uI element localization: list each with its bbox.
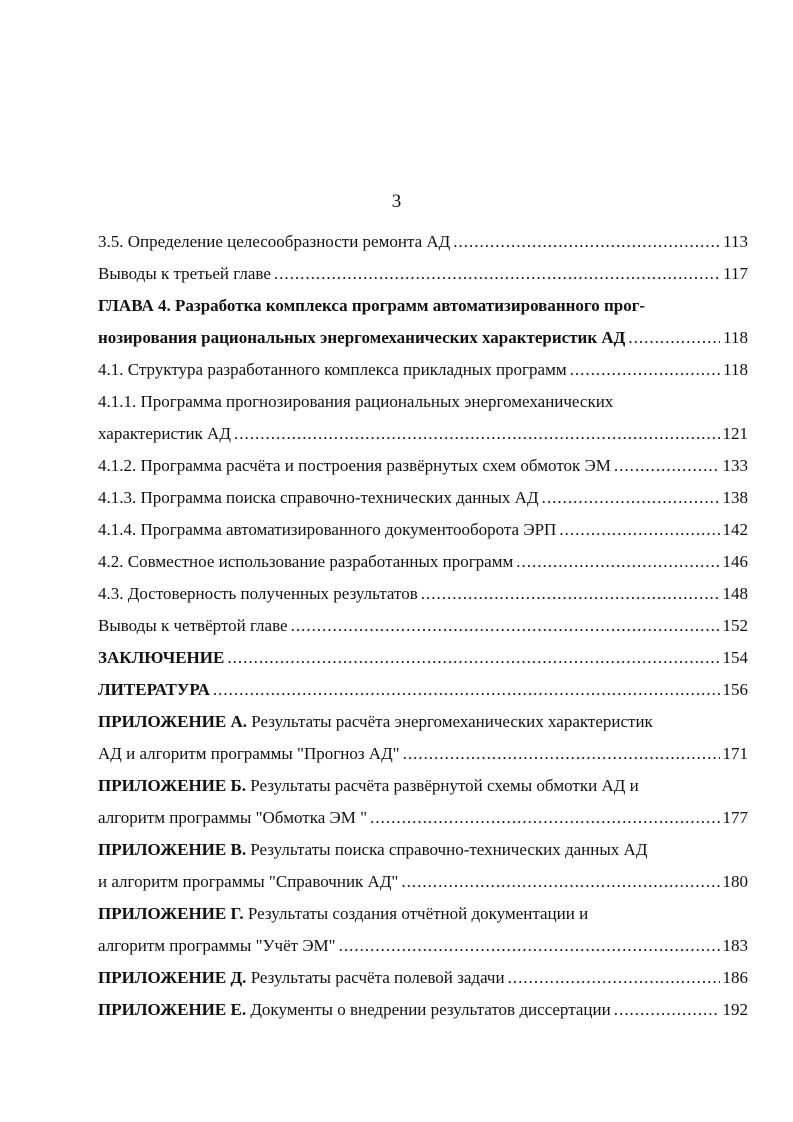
dot-leader bbox=[234, 418, 720, 450]
toc-entry bbox=[98, 898, 748, 962]
toc-entry-title bbox=[98, 962, 505, 994]
toc-entry-text: алгоритм программы "Учёт ЭМ" bbox=[98, 936, 336, 955]
toc-entry-text: алгоритм программы "Обмотка ЭМ " bbox=[98, 808, 368, 827]
toc-line bbox=[98, 994, 748, 1026]
toc-page-number: 142 bbox=[722, 520, 748, 539]
toc-entry-text: 4.3. Достоверность полученных результатов bbox=[98, 584, 418, 603]
toc-entry-heading: ПРИЛОЖЕНИЕ Е. bbox=[98, 1000, 247, 1019]
toc-entry-text: 4.2. Совместное использование разработанных программ bbox=[98, 552, 514, 571]
toc-line bbox=[98, 642, 748, 674]
toc-page-number: 156 bbox=[722, 680, 748, 699]
toc-entry-heading: ПРИЛОЖЕНИЕ А. bbox=[98, 712, 248, 731]
toc-entry bbox=[98, 226, 748, 258]
toc-entry-title bbox=[98, 578, 418, 610]
toc-line bbox=[98, 898, 748, 930]
dot-leader bbox=[213, 674, 720, 706]
toc-entry-title bbox=[98, 898, 588, 930]
toc-entry-heading: ПРИЛОЖЕНИЕ Д. bbox=[98, 968, 247, 987]
toc-entry-title bbox=[98, 866, 398, 898]
toc-entry bbox=[98, 834, 748, 898]
toc-entry-title bbox=[98, 290, 645, 322]
toc-entry bbox=[98, 290, 748, 354]
toc-entry-title bbox=[98, 226, 450, 258]
toc-entry-text: Результаты расчёта полевой задачи bbox=[246, 968, 505, 987]
toc-entry-text: 4.1. Структура разработанного комплекса прикладных программ bbox=[98, 360, 567, 379]
toc-line bbox=[98, 482, 748, 514]
toc-page-number: 148 bbox=[722, 584, 748, 603]
dot-leader bbox=[339, 930, 720, 962]
toc-entry-title bbox=[98, 770, 639, 802]
toc-entry-heading: ЗАКЛЮЧЕНИЕ bbox=[98, 648, 225, 667]
toc-entry-title bbox=[98, 546, 513, 578]
toc-line bbox=[98, 546, 748, 578]
toc-page-number: 138 bbox=[722, 488, 748, 507]
dot-leader bbox=[559, 514, 719, 546]
toc-page-number: 113 bbox=[723, 232, 748, 251]
dot-leader bbox=[570, 354, 721, 386]
toc-line bbox=[98, 674, 748, 706]
toc-entry-heading: ПРИЛОЖЕНИЕ В. bbox=[98, 840, 247, 859]
toc-line bbox=[98, 610, 748, 642]
toc-entry-title bbox=[98, 418, 231, 450]
toc-line bbox=[98, 770, 748, 802]
toc-page-number: 133 bbox=[722, 456, 748, 475]
toc-entry-title bbox=[98, 834, 647, 866]
toc-entry-text: АД и алгоритм программы "Прогноз АД" bbox=[98, 744, 400, 763]
toc-entry-title bbox=[98, 706, 653, 738]
toc-entry-title bbox=[98, 450, 611, 482]
toc-entry-text: 4.1.4. Программа автоматизированного документооборота ЭРП bbox=[98, 520, 557, 539]
toc-entry bbox=[98, 642, 748, 674]
dot-leader bbox=[227, 642, 719, 674]
dot-leader bbox=[274, 258, 720, 290]
dot-leader bbox=[614, 450, 720, 482]
toc-entry-title bbox=[98, 674, 210, 706]
toc-entry bbox=[98, 578, 748, 610]
toc-entry-title bbox=[98, 994, 611, 1026]
toc-entry-title bbox=[98, 482, 539, 514]
toc-page-number: 118 bbox=[723, 328, 748, 347]
toc-page-number: 183 bbox=[722, 936, 748, 955]
toc-page-number: 180 bbox=[722, 872, 748, 891]
toc-entry-title bbox=[98, 322, 625, 354]
toc-entry bbox=[98, 386, 748, 450]
toc-page-number: 186 bbox=[722, 968, 748, 987]
toc-entry-text: характеристик АД bbox=[98, 424, 231, 443]
toc-entry bbox=[98, 994, 748, 1026]
toc-line bbox=[98, 258, 748, 290]
dot-leader bbox=[370, 802, 719, 834]
toc-entry-text: Результаты расчёта энергомеханических характеристик bbox=[247, 712, 653, 731]
toc-entry-heading: ГЛАВА 4. Разработка комплекса программ автоматизированного прог- bbox=[98, 296, 646, 315]
toc-entry bbox=[98, 354, 748, 386]
toc-entry-heading: ПРИЛОЖЕНИЕ Г. bbox=[98, 904, 244, 923]
toc-page-number: 121 bbox=[722, 424, 748, 443]
table-of-contents bbox=[98, 226, 748, 1026]
dot-leader bbox=[421, 578, 720, 610]
dot-leader bbox=[516, 546, 719, 578]
toc-entry-title bbox=[98, 610, 288, 642]
toc-entry-title bbox=[98, 386, 613, 418]
toc-entry-text: 4.1.1. Программа прогнозирования рациональных энергомеханических bbox=[98, 392, 614, 411]
dot-leader bbox=[401, 866, 719, 898]
toc-entry bbox=[98, 546, 748, 578]
toc-entry-text: Выводы к третьей главе bbox=[98, 264, 271, 283]
toc-line bbox=[98, 450, 748, 482]
toc-entry-title bbox=[98, 738, 400, 770]
dot-leader bbox=[628, 322, 720, 354]
dot-leader bbox=[508, 962, 720, 994]
toc-entry-title bbox=[98, 930, 336, 962]
toc-line bbox=[98, 802, 748, 834]
toc-entry bbox=[98, 706, 748, 770]
toc-page-number: 192 bbox=[722, 1000, 748, 1019]
toc-entry-title bbox=[98, 642, 224, 674]
toc-entry-text: Документы о внедрении результатов диссертации bbox=[246, 1000, 611, 1019]
dot-leader bbox=[542, 482, 720, 514]
toc-entry-text: Результаты поиска справочно-технических данных АД bbox=[246, 840, 648, 859]
dot-leader bbox=[453, 226, 720, 258]
toc-line bbox=[98, 706, 748, 738]
dot-leader bbox=[614, 994, 720, 1026]
toc-line bbox=[98, 738, 748, 770]
toc-entry-text: Выводы к четвёртой главе bbox=[98, 616, 288, 635]
toc-entry-title bbox=[98, 802, 367, 834]
toc-page-number: 154 bbox=[722, 648, 748, 667]
toc-line bbox=[98, 834, 748, 866]
toc-page-number: 177 bbox=[722, 808, 748, 827]
toc-entry-text: Результаты расчёта развёрнутой схемы обмотки АД и bbox=[245, 776, 639, 795]
toc-line bbox=[98, 290, 748, 322]
toc-entry-title bbox=[98, 258, 271, 290]
toc-entry-heading: ПРИЛОЖЕНИЕ Б. bbox=[98, 776, 246, 795]
toc-entry bbox=[98, 482, 748, 514]
toc-entry bbox=[98, 962, 748, 994]
toc-line bbox=[98, 354, 748, 386]
toc-entry bbox=[98, 674, 748, 706]
toc-page-number: 117 bbox=[723, 264, 748, 283]
toc-line bbox=[98, 226, 748, 258]
toc-line bbox=[98, 962, 748, 994]
toc-entry bbox=[98, 450, 748, 482]
toc-entry-text: 3.5. Определение целесообразности ремонта АД bbox=[98, 232, 451, 251]
toc-line bbox=[98, 386, 748, 418]
toc-entry-heading: нозирования рациональных энергомеханических характеристик АД bbox=[98, 328, 626, 347]
page-number: 3 bbox=[391, 191, 402, 212]
toc-page-number: 118 bbox=[723, 360, 748, 379]
toc-entry-text: Результаты создания отчётной документации и bbox=[243, 904, 589, 923]
toc-line bbox=[98, 930, 748, 962]
toc-entry bbox=[98, 258, 748, 290]
toc-page-number: 146 bbox=[722, 552, 748, 571]
toc-entry-title bbox=[98, 514, 556, 546]
toc-line bbox=[98, 322, 748, 354]
toc-entry-text: и алгоритм программы "Справочник АД" bbox=[98, 872, 399, 891]
toc-line bbox=[98, 866, 748, 898]
toc-entry-text: 4.1.3. Программа поиска справочно-технических данных АД bbox=[98, 488, 539, 507]
toc-entry bbox=[98, 610, 748, 642]
toc-line bbox=[98, 578, 748, 610]
toc-line bbox=[98, 514, 748, 546]
toc-page-number: 171 bbox=[722, 744, 748, 763]
dot-leader bbox=[291, 610, 720, 642]
dot-leader bbox=[403, 738, 720, 770]
toc-entry bbox=[98, 514, 748, 546]
toc-entry-heading: ЛИТЕРАТУРА bbox=[98, 680, 210, 699]
toc-entry-text: 4.1.2. Программа расчёта и построения развёрнутых схем обмоток ЭМ bbox=[98, 456, 611, 475]
toc-entry bbox=[98, 770, 748, 834]
toc-line bbox=[98, 418, 748, 450]
toc-entry-title bbox=[98, 354, 567, 386]
toc-page-number: 152 bbox=[722, 616, 748, 635]
